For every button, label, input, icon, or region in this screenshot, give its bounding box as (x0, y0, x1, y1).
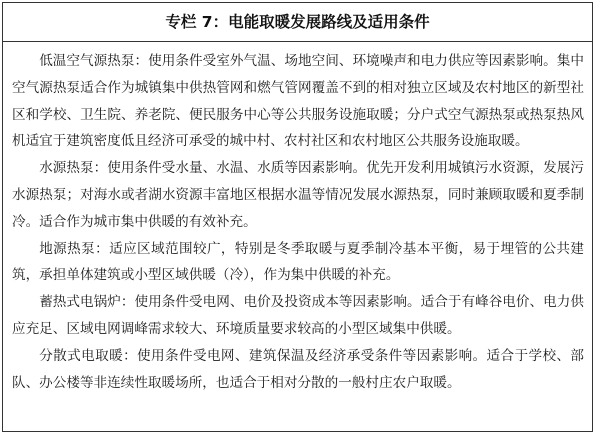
paragraph-distributed-electric-heating (12, 343, 584, 397)
paragraph-text: 使用条件受室外气温、场地空间、环境噪声和电力供应等因素影响。集中空气源热泵适合作为城镇集中供热管网和燃气管网覆盖不到的相对独立区域及农村地区的新型社区和学校、卫生院、养老院、便民服务中心等公共服务设施取暖；分户式空气源热泵或热泵热风机适宜于建筑密度低且经济可承受的城中村、农村社区和农村地区公共服务设施取暖。 (12, 53, 584, 150)
term-label: 分散式电取暖： (39, 347, 138, 364)
special-column-box (2, 2, 593, 432)
paragraph-air-source-heat-pump (12, 48, 584, 155)
paragraph-text: 适应区域范围较广，特别是冬季取暖与夏季制冷基本平衡，易于埋管的公共建筑，承担单体建筑或小型区域供暖（冷），作为集中供暖的补充。 (12, 240, 585, 284)
paragraph-water-source-heat-pump (12, 155, 584, 235)
paragraph-text: 使用条件受电网、建筑保温及经济承受条件等因素影响。适合于学校、部队、办公楼等非连续性取暖场所，也适合于相对分散的一般村庄农户取暖。 (12, 347, 585, 391)
term-label: 低温空气源热泵： (39, 53, 149, 69)
paragraph-text: 使用条件受电网、电价及投资成本等因素影响。适合于有峰谷电价、电力供应充足、区域电网调峰需求较大、环境质量要求较高的小型区域集中供暖。 (12, 294, 585, 337)
term-label: 蓄热式电锅炉： (39, 294, 135, 311)
column-title: 专栏 7：电能取暖发展路线及适用条件 (3, 3, 592, 42)
term-label: 地源热泵： (39, 240, 110, 257)
term-label: 水源热泵： (39, 160, 108, 177)
column-body (3, 42, 592, 396)
paragraph-ground-source-heat-pump (12, 236, 584, 290)
paragraph-text: 使用条件受水量、水温、水质等因素影响。优先开发利用城镇污水资源，发展污水源热泵；对海水或者湖水资源丰富地区根据水温等情况发展水源热泵，同时兼顾取暖和夏季制冷。适合作为城市集中供暖的有效补充。 (12, 160, 585, 230)
paragraph-thermal-storage-boiler (12, 289, 584, 343)
